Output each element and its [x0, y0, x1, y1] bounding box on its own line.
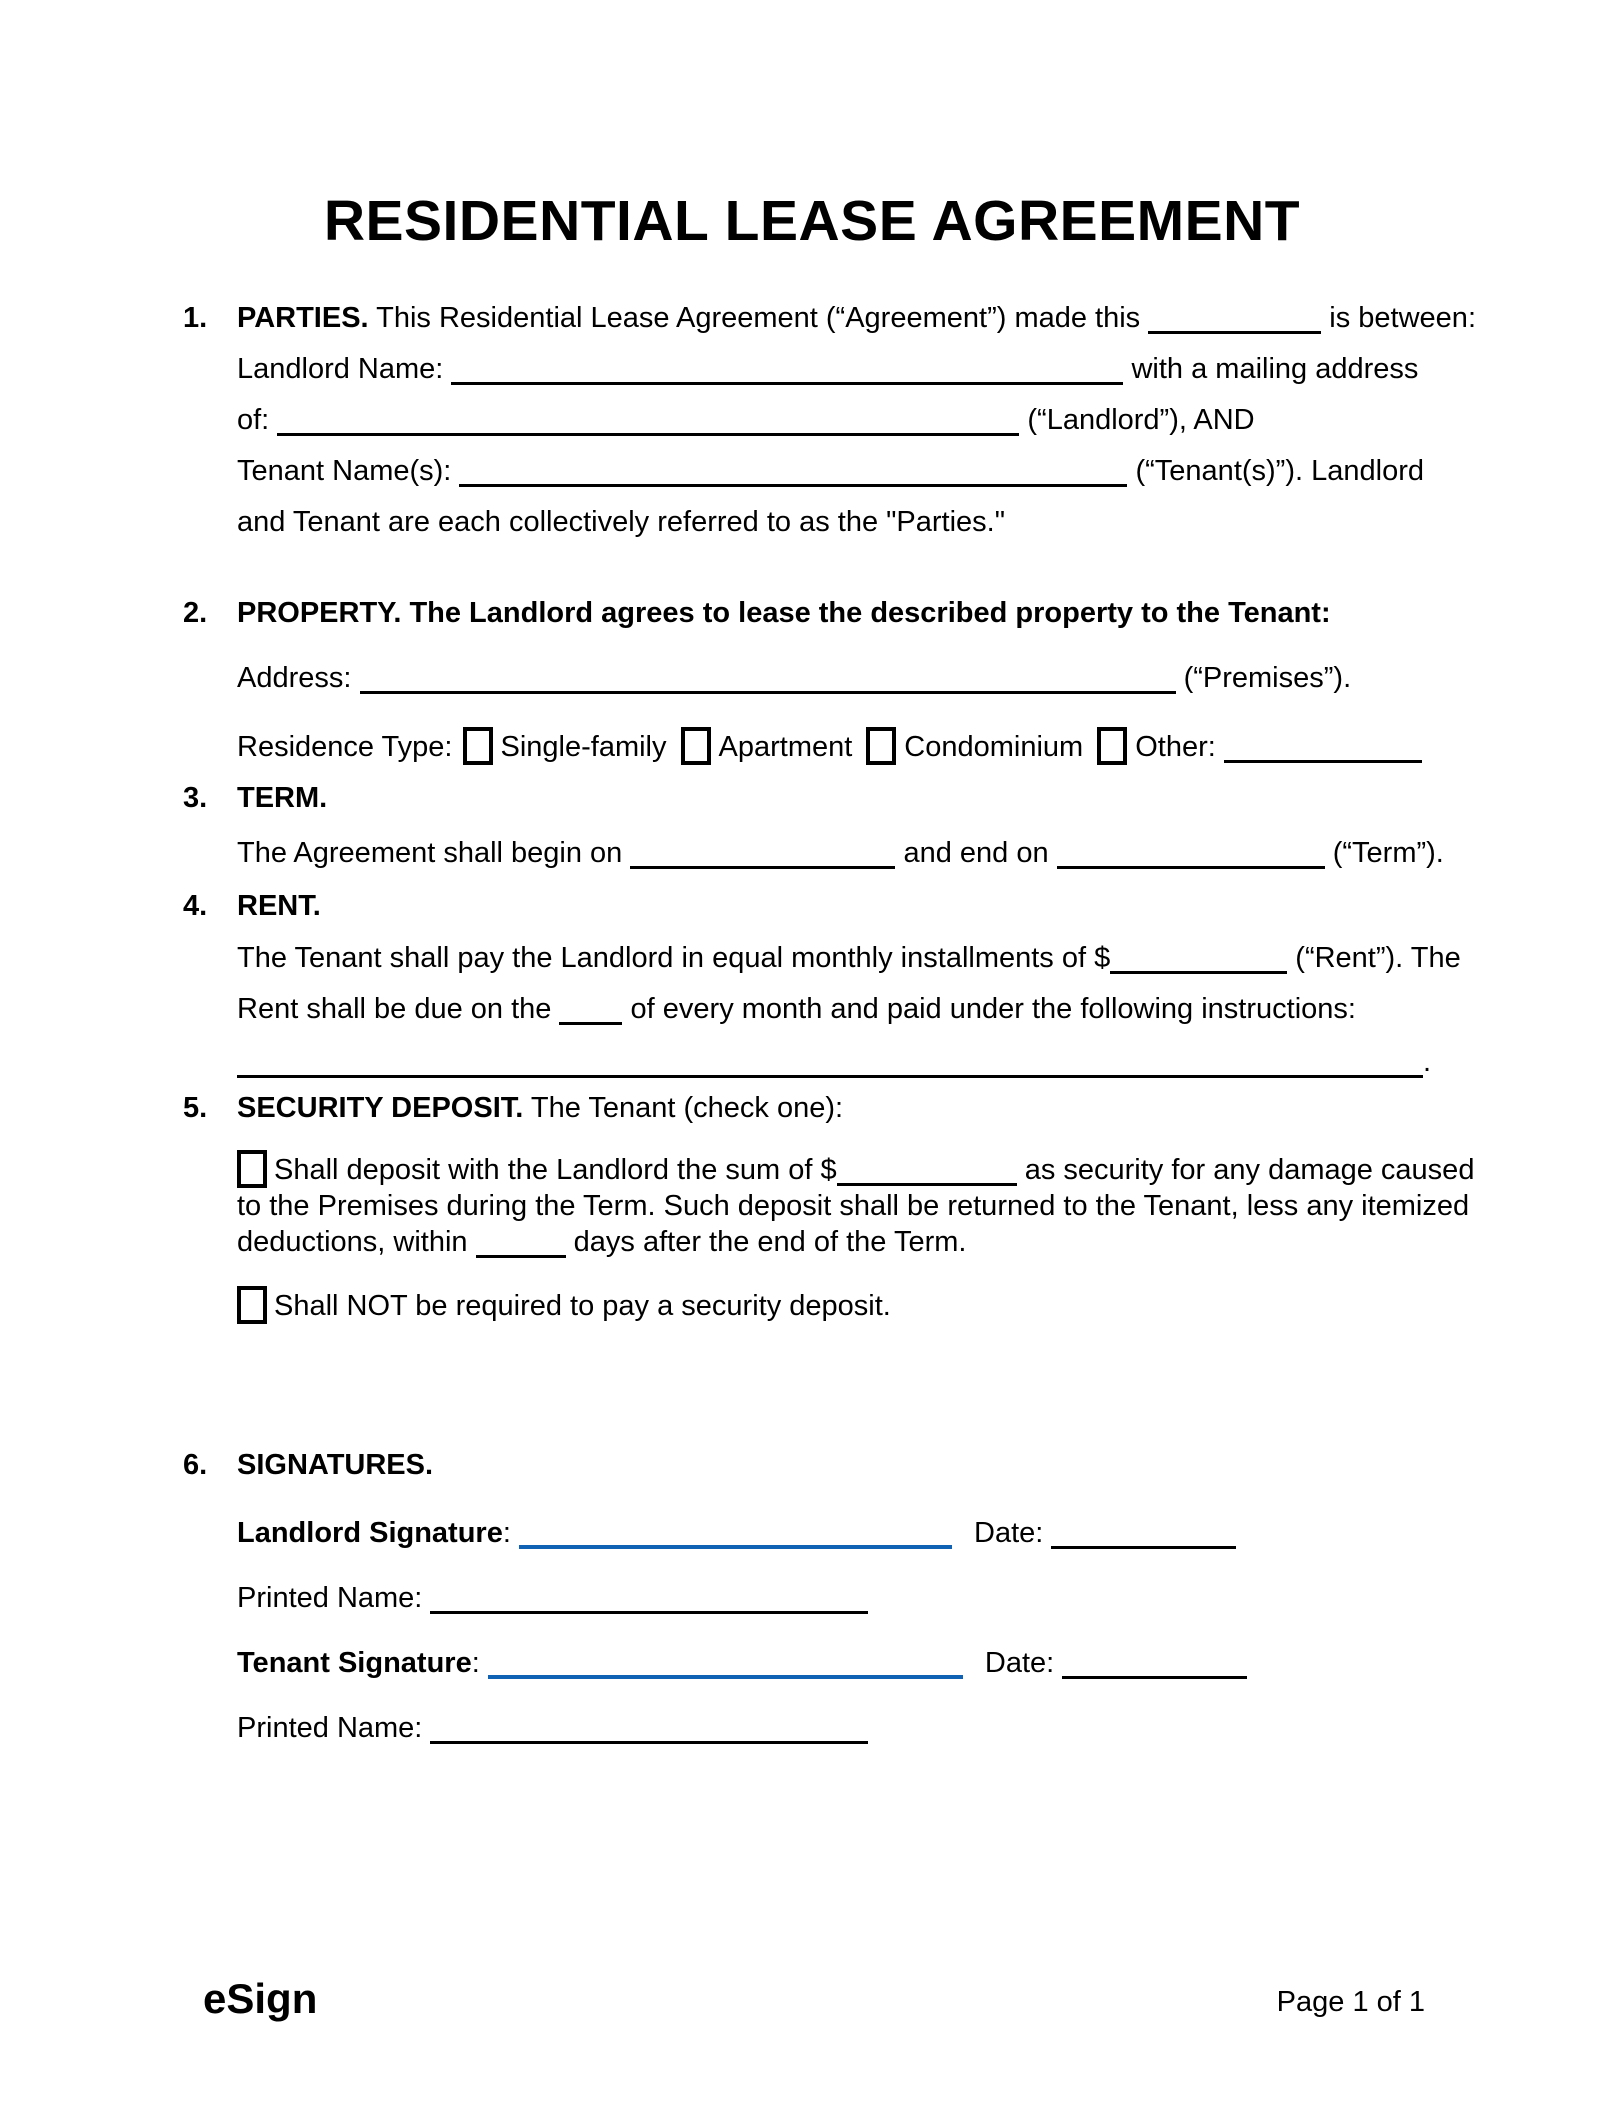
section-number: 4.	[183, 890, 208, 922]
section-number: 5.	[183, 1092, 208, 1124]
residence-type-line	[237, 727, 1422, 765]
parties-closing-line	[237, 506, 1005, 539]
esign-logo: eSign	[203, 1975, 318, 2022]
page-title: RESIDENTIAL LEASE AGREEMENT	[323, 189, 1301, 253]
rent-due-line	[237, 993, 1356, 1026]
blank-term-end-date[interactable]	[1057, 866, 1325, 869]
printed-name-label: Printed Name:	[237, 1712, 423, 1744]
term-begin-text: The Agreement shall begin on	[237, 837, 623, 869]
deposit-option1-tail: as security for any damage caused	[1024, 1154, 1475, 1186]
security-deposit-heading-line	[183, 1092, 844, 1125]
property-address-line	[237, 662, 1351, 695]
property-heading-line	[183, 597, 1331, 630]
parties-intro-tail: is between:	[1329, 302, 1476, 334]
blank-tenant-printed-name[interactable]	[430, 1741, 868, 1744]
address-label: Address:	[237, 662, 352, 694]
blank-agreement-date[interactable]	[1148, 331, 1321, 334]
blank-tenant-name[interactable]	[459, 484, 1127, 487]
tenant-signature-label: Tenant Signature	[237, 1647, 472, 1679]
landlord-name-label: Landlord Name:	[237, 353, 444, 385]
of-label: of:	[237, 404, 270, 436]
date-label: Date:	[984, 1647, 1055, 1679]
blank-landlord-printed-name[interactable]	[430, 1611, 868, 1614]
tenant-printed-name-line	[237, 1712, 868, 1745]
checkbox-apartment[interactable]	[681, 727, 711, 765]
rent-heading-line	[183, 890, 321, 923]
landlord-signature-line	[237, 1517, 1236, 1550]
section-heading-signatures: SIGNATURES.	[237, 1449, 434, 1481]
option-label-single-family: Single-family	[500, 731, 667, 763]
blank-tenant-signature[interactable]	[488, 1675, 963, 1679]
section-heading-security-deposit: SECURITY DEPOSIT.	[237, 1092, 524, 1124]
tenant-name-tail: (“Tenant(s)”). Landlord	[1135, 455, 1424, 487]
section-number: 3.	[183, 782, 208, 814]
deposit-option1-line2	[237, 1190, 1469, 1223]
rent-due-tail: of every month and paid under the following instructions:	[630, 993, 1356, 1025]
blank-tenant-signature-date[interactable]	[1062, 1676, 1247, 1679]
address-tail: (“Premises”).	[1183, 662, 1352, 694]
term-end-text: and end on	[903, 837, 1049, 869]
parties-intro-text: This Residential Lease Agreement (“Agreement”) made this	[376, 302, 1141, 334]
blank-rent-due-day[interactable]	[559, 1022, 622, 1025]
tenant-name-label: Tenant Name(s):	[237, 455, 452, 487]
page-indicator: Page 1 of 1	[1276, 1986, 1425, 2018]
checkbox-single-family[interactable]	[463, 727, 493, 765]
option-label-apartment: Apartment	[718, 731, 853, 763]
landlord-name-tail: with a mailing address	[1131, 353, 1419, 385]
tenant-name-line	[237, 455, 1424, 488]
rent-amount-tail: (“Rent”). The	[1295, 942, 1461, 974]
printed-name-label: Printed Name:	[237, 1582, 423, 1614]
section-number: 1.	[183, 302, 208, 334]
deposit-option1-line1	[237, 1150, 1474, 1188]
section-heading-rent: RENT.	[237, 890, 321, 922]
blank-deposit-return-days[interactable]	[476, 1255, 566, 1258]
rent-amount-text: The Tenant shall pay the Landlord in equal monthly installments of $	[237, 942, 1111, 974]
deposit-option1-text2: to the Premises during the Term. Such deposit shall be returned to the Tenant, less any itemized	[237, 1190, 1470, 1222]
section-heading-term: TERM.	[237, 782, 328, 814]
section-number: 2.	[183, 597, 208, 629]
blank-landlord-address[interactable]	[277, 433, 1019, 436]
of-tail: (“Landlord”), AND	[1027, 404, 1255, 436]
blank-landlord-signature-date[interactable]	[1051, 1546, 1236, 1549]
rent-due-text: Rent shall be due on the	[237, 993, 552, 1025]
term-dates-line	[237, 837, 1444, 870]
landlord-signature-label: Landlord Signature	[237, 1517, 503, 1549]
checkbox-shall-deposit[interactable]	[237, 1150, 267, 1188]
option-label-condominium: Condominium	[904, 731, 1084, 763]
blank-landlord-signature[interactable]	[519, 1545, 952, 1549]
deposit-option2-line	[237, 1286, 891, 1324]
term-tail: (“Term”).	[1332, 837, 1444, 869]
blank-residence-other[interactable]	[1224, 760, 1422, 763]
section-heading-property: PROPERTY.	[237, 597, 402, 629]
landlord-name-line	[237, 353, 1418, 386]
deposit-option1-text: Shall deposit with the Landlord the sum of $	[274, 1154, 837, 1186]
term-heading-line	[183, 782, 328, 815]
blank-rent-amount[interactable]	[1110, 971, 1287, 974]
blank-property-address[interactable]	[360, 691, 1176, 694]
property-heading-rest: The Landlord agrees to lease the described property to the Tenant:	[409, 597, 1331, 629]
parties-closing-text: and Tenant are each collectively referred to as the "Parties."	[237, 506, 1006, 538]
blank-payment-instructions[interactable]	[237, 1075, 1423, 1078]
deposit-option2-text: Shall NOT be required to pay a security deposit.	[274, 1290, 891, 1322]
deposit-option1-tail3: days after the end of the Term.	[573, 1226, 967, 1258]
tenant-signature-line	[237, 1647, 1247, 1680]
label-colon: :	[471, 1647, 480, 1679]
section-number: 6.	[183, 1449, 208, 1481]
residence-type-label: Residence Type:	[237, 731, 453, 763]
security-deposit-heading-rest: The Tenant (check one):	[530, 1092, 844, 1124]
blank-deposit-amount[interactable]	[837, 1183, 1017, 1186]
deposit-option1-line3	[237, 1226, 966, 1259]
blank-term-start-date[interactable]	[630, 866, 895, 869]
rent-instructions-line	[237, 1046, 1431, 1079]
option-label-other: Other:	[1135, 731, 1216, 763]
blank-landlord-name[interactable]	[451, 382, 1123, 385]
parties-intro-line	[183, 302, 1476, 335]
rent-amount-line	[237, 942, 1461, 975]
date-label: Date:	[974, 1517, 1044, 1549]
label-colon: :	[502, 1517, 511, 1549]
section-heading-parties: PARTIES.	[237, 302, 369, 334]
signatures-heading-line	[183, 1449, 434, 1482]
landlord-address-line	[237, 404, 1255, 437]
checkbox-condominium[interactable]	[866, 727, 896, 765]
checkbox-no-deposit[interactable]	[237, 1286, 267, 1324]
instructions-period: .	[1423, 1046, 1432, 1078]
deposit-option1-text3: deductions, within	[237, 1226, 468, 1258]
landlord-printed-name-line	[237, 1582, 868, 1615]
checkbox-other[interactable]	[1097, 727, 1127, 765]
